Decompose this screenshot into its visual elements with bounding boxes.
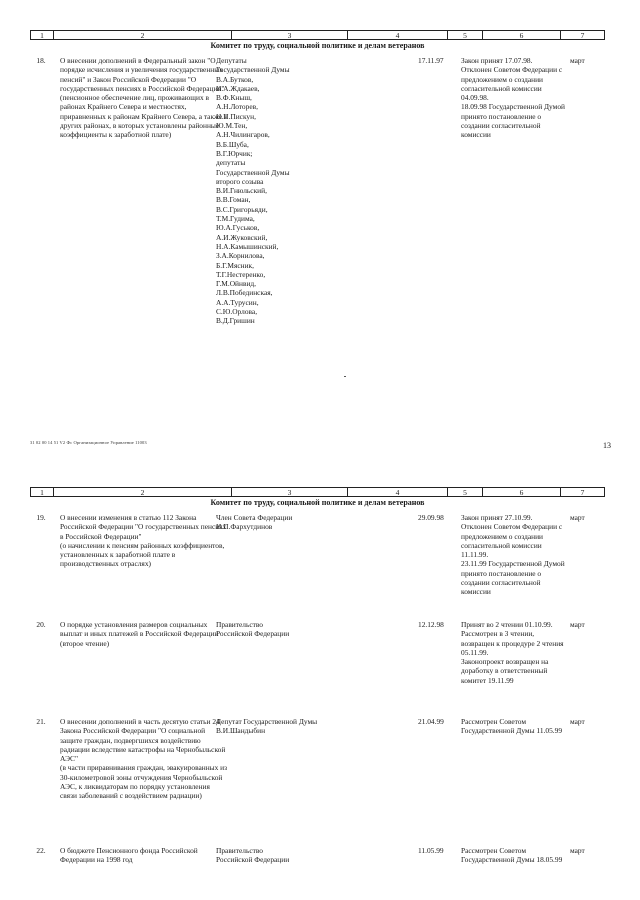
- bill-author: Правительство Российской Федерации: [216, 620, 290, 639]
- page-number: 13: [603, 441, 611, 450]
- bill-date: 29.09.98: [418, 513, 444, 522]
- row-number: 22.: [36, 846, 46, 855]
- committee-heading: Комитет по труду, социальной политике и делам ветеранов: [210, 41, 425, 50]
- column-header: 6: [483, 31, 561, 39]
- bill-date: 21.04.99: [418, 717, 444, 726]
- bill-title: О внесении дополнений в часть десятую статьи 24 Закона Российской Федерации "О социальной защите граждан, подвергшихся воздействию радиации вследствие катастрофы на Чернобыльской АЭС" (в части приравнивания граждан, эвакуированных из 30-километровой зоны отчуждения Чернобыльской АЭС, к ликвидаторам по порядку установления связи заболеваний с воздействием радиации): [60, 717, 228, 801]
- bill-title: О внесении дополнений в Федеральный закон "О порядке исчисления и увеличения государственных пенсий" и Закон Российской Федерации "О государственных пенсиях в Российской Федерации" (пенсионное обеспечение лиц, проживающих в районах Крайнего Севера и местностях, приравненных к районам Крайнего Севера, а также в других районах, в которых установлены районные коэффициенты к заработной плате): [60, 56, 228, 140]
- column-header: 3: [232, 31, 348, 39]
- bill-status: Закон принят 27.10.99. Отклонен Советом Федерации с предложением о создании согласительной комиссии 11.11.99. 23.11.99 Государственной Думой принято постановление о создании согласительной комиссии: [461, 513, 565, 597]
- committee-heading: Комитет по труду, социальной политике и делам ветеранов: [210, 498, 425, 507]
- document-page-2: [0, 480, 640, 900]
- column-header: 3: [232, 488, 348, 496]
- column-header: 6: [483, 488, 561, 496]
- column-header: 5: [448, 31, 483, 39]
- row-number: 18.: [36, 56, 46, 65]
- bill-period: март: [570, 717, 585, 726]
- bill-date: 17.11.97: [418, 56, 444, 65]
- column-header: 4: [348, 31, 448, 39]
- bill-author: Депутат Государственной Думы В.И.Шандыбин: [216, 717, 318, 736]
- bill-author: Депутаты Государственной Думы В.А.Бутков, И.А.Ждакаев, В.Ф.Кныш, А.Н.Лоторев, Н.П.Пискун, Ю.М.Тен, А.Н.Чилингаров, В.Б.Шуба, В.Г.Юрчик; депутаты Государственной Думы второго созыва В.И.Гнюльский, В.В.Гоман, В.С.Григорьяди, Т.М.Гудима, Ю.А.Гуськов, А.И.Жуковский, Н.А.Камышинский, З.А.Корнилова, Б.Г.Мясник, Т.Г.Нестеренко, Г.М.Ойнвид, Л.В.Побединская, А.А.Турусин, С.Ю.Орлова, В.Д.Гришин: [216, 56, 290, 326]
- bill-period: март: [570, 846, 585, 855]
- row-number: 21.: [36, 717, 46, 726]
- column-number-header: [30, 30, 605, 40]
- bill-date: 12.12.98: [418, 620, 444, 629]
- bill-status: Принят во 2 чтении 01.10.99. Рассмотрен в 3 чтении, возвращен к процедуре 2 чтения 05.11.99. Законопроект возвращен на доработку в ответственный комитет 19.11.99: [461, 620, 564, 685]
- row-number: 20.: [36, 620, 46, 629]
- column-header: 4: [348, 488, 448, 496]
- bill-status: Рассмотрен Советом Государственной Думы 18.05.99: [461, 846, 563, 865]
- column-header: 7: [580, 488, 585, 497]
- bill-period: март: [570, 513, 585, 522]
- column-header: 1: [31, 488, 54, 496]
- column-header: 7: [580, 31, 585, 40]
- bill-status: Рассмотрен Советом Государственной Думы 11.05.99: [461, 717, 563, 736]
- bill-author: Член Совета Федерации И.П.Фархутдинов: [216, 513, 293, 532]
- column-header: 1: [31, 31, 54, 39]
- bill-author: Правительство Российской Федерации: [216, 846, 290, 865]
- scan-speck: [344, 376, 346, 377]
- column-header: 5: [448, 488, 483, 496]
- column-header: 2: [54, 488, 232, 496]
- page-footer: 31 02 00 14 51 V2 Фс Организационное Управление 11003: [30, 440, 147, 445]
- column-header: 2: [54, 31, 232, 39]
- bill-title: О внесении изменения в статью 112 Закона Российской Федерации "О государственных пенсиях в Российской Федерации" (о начислении к пенсиям районных коэффициентов, установленных к заработной плате в производственных отраслях): [60, 513, 227, 569]
- row-number: 19.: [36, 513, 46, 522]
- bill-status: Закон принят 17.07.98. Отклонен Советом Федерации с предложением о создании согласительной комиссии 04.09.98. 18.09.98 Государственной Думой принято постановление о создании согласительной комиссии: [461, 56, 565, 140]
- column-number-header: [30, 487, 605, 497]
- bill-title: О порядке установления размеров социальных выплат и иных платежей в Российской Федерации (второе чтение): [60, 620, 219, 648]
- bill-date: 11.05.99: [418, 846, 444, 855]
- bill-title: О бюджете Пенсионного фонда Российской Федерации на 1998 год: [60, 846, 198, 865]
- bill-period: март: [570, 620, 585, 629]
- bill-period: март: [570, 56, 585, 65]
